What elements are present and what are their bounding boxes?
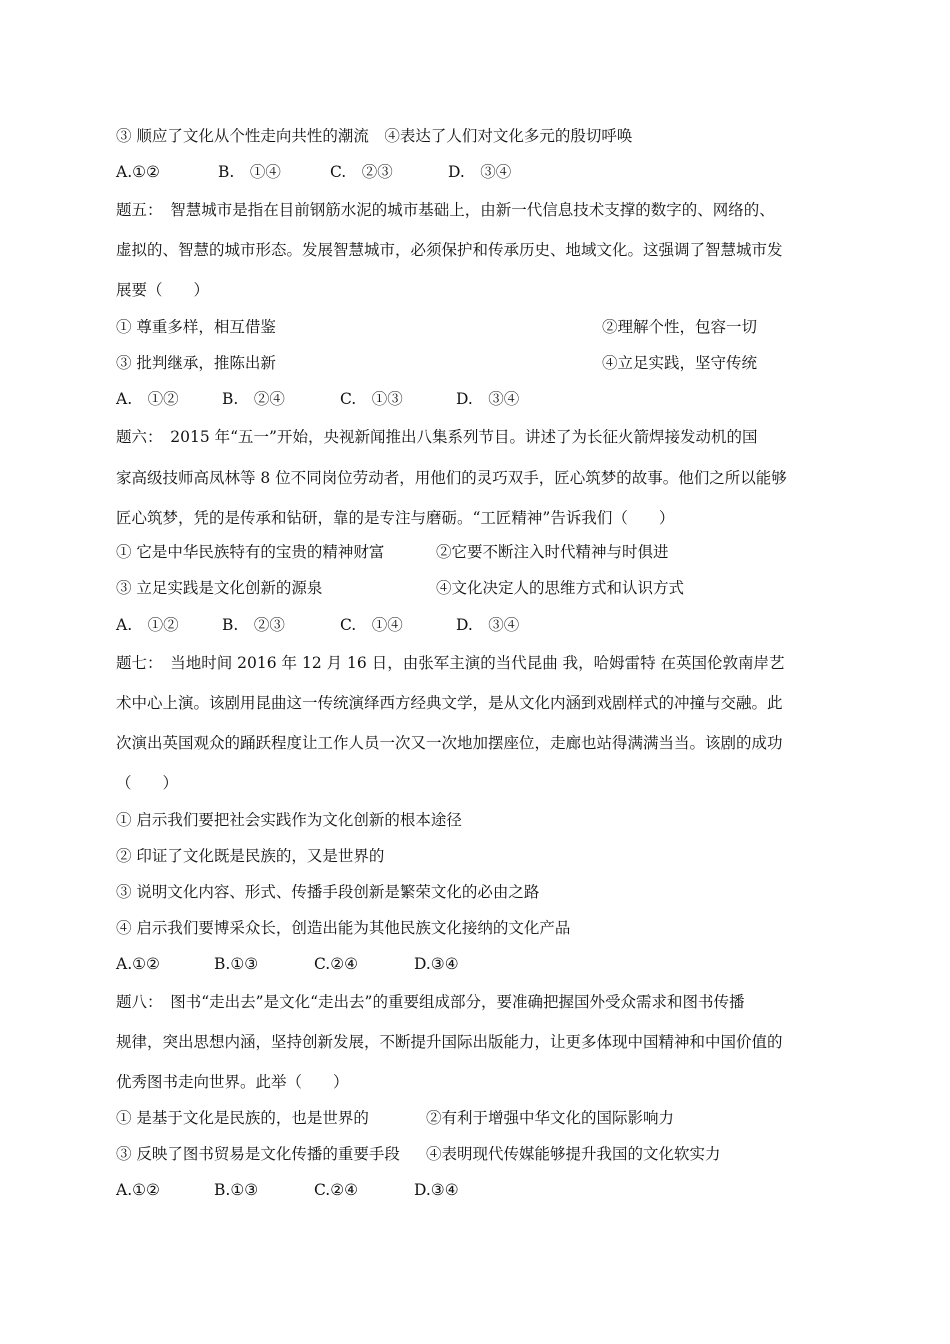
q5-stem-line-2: 虚拟的、智慧的城市形态。发展智慧城市，必须保护和传承历史、地域文化。这强调了智慧城市发 bbox=[116, 241, 783, 259]
q5-stem-line-3: 展要（ ） bbox=[116, 281, 210, 299]
q7-choice-a: A.①② bbox=[116, 955, 160, 973]
q5-item-4: ④立足实践，坚守传统 bbox=[602, 354, 758, 372]
q6-choice-b: B. ②③ bbox=[222, 616, 285, 634]
q8-choice-c: C.②④ bbox=[314, 1181, 359, 1199]
q4-choice-b: B. ①④ bbox=[218, 163, 281, 181]
q8-item-2: ②有利于增强中华文化的国际影响力 bbox=[426, 1109, 675, 1127]
q5-choice-a: A. ①② bbox=[116, 390, 179, 408]
q7-item-1: ① 启示我们要把社会实践作为文化创新的根本途径 bbox=[116, 811, 462, 829]
q5-item-3: ③ 批判继承，推陈出新 bbox=[116, 354, 276, 372]
q7-stem-line-3: 次演出英国观众的踊跃程度让工作人员一次又一次地加摆座位，走廊也站得满满当当。该剧的成功 bbox=[116, 734, 783, 752]
q6-item-3: ③ 立足实践是文化创新的源泉 bbox=[116, 579, 323, 597]
q6-stem-line-2: 家高级技师高凤林等 8 位不同岗位劳动者，用他们的灵巧双手，匠心筑梦的故事。他们之所以能够 bbox=[116, 469, 787, 487]
q7-item-4: ④ 启示我们要博采众长，创造出能为其他民族文化接纳的文化产品 bbox=[116, 919, 571, 937]
q6-item-4: ④文化决定人的思维方式和认识方式 bbox=[436, 579, 685, 597]
q8-item-1: ① 是基于文化是民族的，也是世界的 bbox=[116, 1109, 369, 1127]
q6-item-2: ②它要不断注入时代精神与时俱进 bbox=[436, 543, 669, 561]
q5-stem-line-1: 题五： 智慧城市是指在目前钢筋水泥的城市基础上，由新一代信息技术支撑的数字的、网络的、 bbox=[116, 201, 775, 219]
q8-stem-line-1: 题八： 图书“走出去”是文化“走出去”的重要组成部分，要准确把握国外受众需求和图书传播 bbox=[116, 993, 745, 1011]
q7-stem-line-2: 术中心上演。该剧用昆曲这一传统演绎西方经典文学，是从文化内涵到戏剧样式的冲撞与交融。此 bbox=[116, 694, 783, 712]
q5-choice-c: C. ①③ bbox=[340, 390, 403, 408]
q5-item-1: ① 尊重多样，相互借鉴 bbox=[116, 318, 276, 336]
q5-item-2: ②理解个性，包容一切 bbox=[602, 318, 758, 336]
q6-stem-line-1: 题六： 2015 年“五一”开始，央视新闻推出八集系列节目。讲述了为长征火箭焊接发动机的国 bbox=[116, 428, 758, 446]
q7-choice-d: D.③④ bbox=[414, 955, 459, 973]
q4-choice-a: A.①② bbox=[116, 163, 160, 181]
q7-choice-c: C.②④ bbox=[314, 955, 359, 973]
q8-choice-b: B.①③ bbox=[214, 1181, 259, 1199]
q7-item-2: ② 印证了文化既是民族的，又是世界的 bbox=[116, 847, 385, 865]
q6-choice-d: D. ③④ bbox=[456, 616, 520, 634]
q7-stem-line-1: 题七： 当地时间 2016 年 12 月 16 日，由张军主演的当代昆曲 我，哈姆雷特 在英国伦敦南岸艺 bbox=[116, 654, 785, 672]
q6-choice-c: C. ①④ bbox=[340, 616, 403, 634]
q8-choice-a: A.①② bbox=[116, 1181, 160, 1199]
q7-stem-line-4: （ ） bbox=[116, 774, 179, 792]
q6-stem-line-3: 匠心筑梦，凭的是传承和钻研，靠的是专注与磨砺。“工匠精神”告诉我们（ ） bbox=[116, 509, 675, 527]
q8-item-3: ③ 反映了图书贸易是文化传播的重要手段 bbox=[116, 1145, 400, 1163]
q6-item-1: ① 它是中华民族特有的宝贵的精神财富 bbox=[116, 543, 385, 561]
q6-choice-a: A. ①② bbox=[116, 616, 179, 634]
q4-choice-d: D. ③④ bbox=[448, 163, 512, 181]
q5-choice-d: D. ③④ bbox=[456, 390, 520, 408]
q4-options-line: ③ 顺应了文化从个性走向共性的潮流 ④表达了人们对文化多元的殷切呼唤 bbox=[116, 127, 633, 145]
q8-stem-line-3: 优秀图书走向世界。此举（ ） bbox=[116, 1073, 349, 1091]
q4-choice-c: C. ②③ bbox=[330, 163, 393, 181]
q8-item-4: ④表明现代传媒能够提升我国的文化软实力 bbox=[426, 1145, 721, 1163]
q7-item-3: ③ 说明文化内容、形式、传播手段创新是繁荣文化的必由之路 bbox=[116, 883, 540, 901]
q8-choice-d: D.③④ bbox=[414, 1181, 459, 1199]
q5-choice-b: B. ②④ bbox=[222, 390, 285, 408]
q7-choice-b: B.①③ bbox=[214, 955, 259, 973]
q8-stem-line-2: 规律，突出思想内涵，坚持创新发展，不断提升国际出版能力，让更多体现中国精神和中国价值的 bbox=[116, 1033, 783, 1051]
